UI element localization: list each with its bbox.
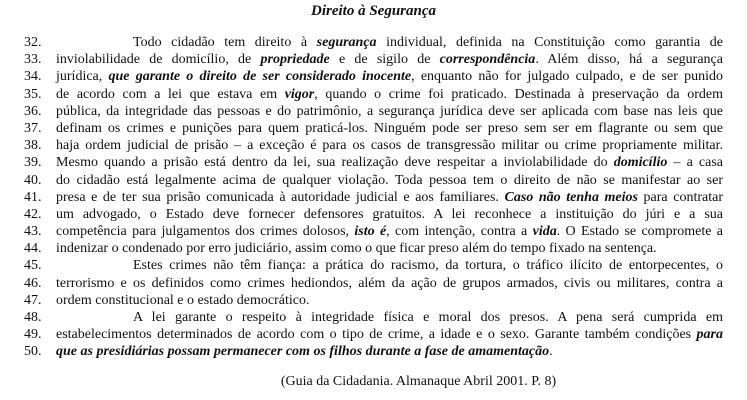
line-number: 40. [24, 172, 42, 188]
line-number: 41. [24, 189, 42, 205]
line-text: jurídica, que garante o direito de ser considerado inocente, enquanto não for julgado culpado, e de ser punido [56, 69, 723, 85]
line-text: pública, da integridade das pessoas e do patrimônio, a segurança jurídica deve ser aplicada com base nas leis que [56, 103, 723, 119]
line-number: 37. [24, 120, 42, 136]
line-number: 49. [24, 327, 42, 343]
text-line [0, 154, 747, 171]
text-line [0, 257, 747, 274]
line-number: 34. [24, 69, 42, 85]
text-line [0, 86, 747, 103]
line-number: 44. [24, 241, 42, 257]
text-line [0, 189, 747, 206]
text-line [0, 343, 747, 360]
line-number: 38. [24, 138, 42, 154]
text-line [0, 34, 747, 51]
text-line [0, 223, 747, 240]
line-number: 48. [24, 310, 42, 325]
line-number: 46. [24, 275, 42, 291]
line-number: 32. [24, 35, 42, 50]
text-line [0, 103, 747, 120]
text-line [0, 326, 747, 343]
line-text: um advogado, o Estado deve fornecer defensores gratuitos. A lei reconhece a instituição do júri e a sua [56, 206, 723, 222]
source-citation: (Guia da Cidadania. Almanaque Abril 2001. P. 8) [280, 374, 557, 389]
line-text: terrorismo e os definidos como crimes hediondos, além da ação de grupos armados, civis ou militares, contra a [56, 275, 723, 291]
text-line [0, 120, 747, 137]
line-number: 36. [24, 103, 42, 119]
line-number: 42. [24, 206, 42, 222]
text-line [0, 206, 747, 223]
line-number: 50. [24, 344, 42, 360]
line-text: competência para julgamentos dos crimes dolosos, isto é, com intenção, contra a vida. O Estado se compromete a [56, 224, 723, 240]
line-number: 39. [24, 155, 42, 171]
line-text: Estes crimes não têm fiança: a prática do racismo, da tortura, o tráfico ilícito de entorpecentes, o [133, 258, 723, 274]
text-line [0, 51, 747, 68]
line-text: de acordo com a lei que estava em vigor, quando o crime foi praticado. Destinada à preservação da ordem [56, 86, 723, 102]
line-text: que as presidiárias possam permanecer com os filhos durante a fase de amamentação. [56, 344, 553, 360]
line-text: Mesmo quando a prisão está dentro da lei, sua realização deve respeitar a inviolabilidade do domicílio – a casa [56, 155, 723, 171]
line-text: definam os crimes e punições para quem praticá-los. Ninguém pode ser preso sem ser em flagrante ou sem que [56, 120, 723, 136]
line-text: Todo cidadão tem direito à segurança individual, definida na Constituição como garantia de [133, 35, 724, 50]
line-text: ordem constitucional e o estado democrático. [56, 292, 310, 308]
line-number: 33. [24, 52, 42, 68]
line-text: inviolabilidade de domicílio, de propriedade e de sigilo de correspondência. Além disso, há a segurança [56, 52, 723, 68]
line-number: 47. [24, 292, 42, 308]
line-text: indenizar o condenado por erro judiciário, assim como o que ficar preso além do tempo fixado na sentença. [56, 241, 657, 257]
line-number: 35. [24, 86, 42, 102]
line-text: estabelecimentos determinados de acordo com o tipo de crime, a idade e o sexo. Garante também condições para [56, 327, 723, 343]
text-line [0, 292, 747, 309]
text-line [0, 137, 747, 154]
text-line [0, 309, 747, 326]
line-text: haja ordem judicial de prisão – a exceção é para os casos de transgressão militar ou crime propriamente militar. [56, 138, 723, 154]
text-line [0, 240, 747, 257]
line-text: do cidadão está legalmente acima de qualquer violação. Toda pessoa tem o direito de não se manifestar ao ser [56, 172, 723, 188]
text-line [0, 68, 747, 85]
document-title: Direito à Segurança [310, 3, 436, 19]
line-text: A lei garante o respeito à integridade física e moral dos presos. A pena será cumprida em [133, 310, 723, 325]
text-line [0, 172, 747, 189]
text-body [0, 34, 747, 361]
line-number: 45. [24, 258, 42, 274]
line-number: 43. [24, 224, 42, 240]
text-line [0, 275, 747, 292]
line-text: presa e de ter sua prisão comunicada à autoridade judicial e aos familiares. Caso não tenha meios para contratar [56, 189, 723, 205]
